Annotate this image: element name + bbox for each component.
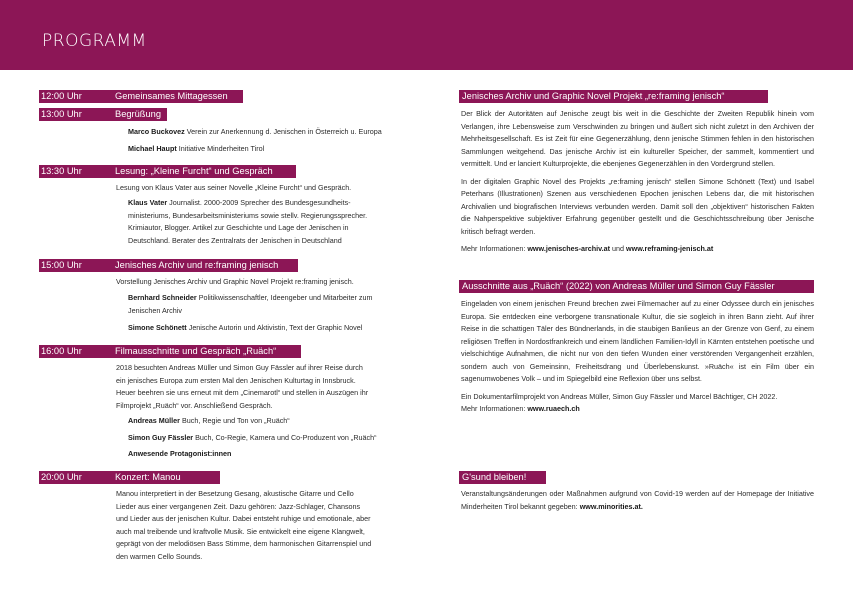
- schedule-time: 13:00 Uhr: [41, 109, 82, 119]
- archive-project-text: Der Blick der Autoritäten auf Jenische zeugt bis weit in die Geschichte der Zweiten Republik hinein vom Verlangen, ihre Lebensweise zum Verschwinden zu bringen und äußert sich nicht zuletzt in den Archiven der Mehrheitsgesellschaft. Es ist Zeit für eine Gegenerzählung, denn jenische Stimmen fehlen in den historischen Sammlungen weitgehend. Das jenische Archiv ist ein kultureller Speicher, der sammelt, kommentiert und vermittelt. Und er lanciert Kulturprojekte, die ebenjenes Gegenerzählen in den Vordergrund stellen. In der digitalen Graphic Novel des Projekts „re:framing jenisch“ stellen Simone Schönett (Text) und Isabel Peterhans (Illustrationen) Szenen aus verschiedenen Epochen jenischen Lebens dar, die mit historischen Archivalien und biografischen Interviews verbunden werden. Damit soll den „objektiven“ historischen Fakten die Nahperspektive subjektiver Erfahrung gegenüber gestellt und die Geschichtsschreibung über Jenische kritisch befragt werden. Mehr Informationen: www.jenisches-archiv.at und www.reframing-jenisch.at: [461, 108, 814, 261]
- schedule-title: Konzert: Manou: [115, 472, 181, 482]
- schedule-title: Lesung: „Kleine Furcht“ und Gespräch: [115, 166, 273, 176]
- speaker-role: Verein zur Anerkennung d. Jenischen in Österreich u. Europa: [186, 127, 382, 136]
- schedule-title: Jenisches Archiv und re:framing jenisch: [115, 260, 279, 270]
- speaker-name: Andreas Müller: [128, 416, 180, 425]
- speaker-name: Marco Buckovez: [128, 127, 185, 136]
- schedule-title: Gemeinsames Mittagessen: [115, 91, 228, 101]
- minorities-website-link[interactable]: www.minorities.at.: [579, 501, 643, 511]
- schedule-bar-film: [39, 345, 301, 358]
- film-excerpts-text: Eingeladen von einem jenischen Freund brechen zwei Filmemacher auf zu einer Odyssee durch ein jenisches Europa. Sie entdecken eine verborgene transnationale Kultur, die sie sogleich in ihren Bann zieht. Auf ihrer Reise in die schattigen Täler des Bündnerlands, in die staubigen Banlieus an der Grenze von Genf, zu einem religiösen Treffen in Nordostfrankreich und einem ländlichen Familien-Idyll in Kärnten entstehen poetische und vielschichtige Aufnahmen, die nicht nur von den tiefen Wunden einer verstörenden Vergangenheit erzählen, sondern auch von Gemeinsinn, Freiheitsdrang und Überlebenskunst. »Ruäch« ist ein Film über ein sagenumwobenes Volk – und im Spiegelbild eine Reflexion über uns selbst. Ein Dokumentarfilmprojekt von Andreas Müller, Simon Guy Fässler und Marcel Bächtiger, CH 2022. Mehr Informationen: www.ruaech.ch: [461, 298, 814, 416]
- section-bar-archive-project: [459, 90, 768, 103]
- schedule-time: 13:30 Uhr: [41, 166, 82, 176]
- page-title: PROGRAMM: [42, 31, 147, 51]
- schedule-title: Filmausschnitte und Gespräch „Ruäch“: [115, 346, 277, 356]
- schedule-bar-archive: [39, 259, 298, 272]
- reading-speaker: Klaus Vater Journalist. 2000-2009 Sprecher des Bundesgesundheits- ministeriums, Bundesarbeitsministeriums sowie stellv. Regierungssprecher. Krimiautor, Blogger. Artikel zur Geschichte und Lage der Jenischen in Deutschland. Berater des Zentralrats der Jenischen in Deutschland: [128, 198, 368, 245]
- section-bar-notice: [459, 471, 546, 484]
- film-description: 2018 besuchten Andreas Müller und Simon Guy Fässler auf ihrer Reise durch ein jenisches Europa zum ersten Mal den Jenischen Kulturtag in Innsbruck. Heuer beehren sie uns erneut mit dem „Cinemarotl“ und stellen in Auszügen ihr Filmprojekt „Ruäch“ vor. Anschließend Gespräch.: [116, 363, 369, 410]
- reading-intro: Lesung von Klaus Vater aus seiner Novelle „Kleine Furcht“ und Gespräch.: [116, 183, 352, 192]
- archive-intro: Vorstellung Jenisches Archiv und Graphic Novel Projekt re:framing jenisch.: [116, 277, 354, 286]
- schedule-bar-welcome: [39, 108, 167, 121]
- concert-description: Manou interpretiert in der Besetzung Gesang, akustische Gitarre und Cello Lieder aus einer vergangenen Zeit. Dazu gehören: Jazz-Schlager, Chansons und Lieder aus der jenischen Kultur. Dabei entsteht ruhige und emotionale, aber auch mal treibende und kraftvolle Musik. Sie entwickelt eine eigene Klangwelt, geprägt von der melodiösen Bass Stimme, dem harmonischen Gitarrenspiel und den warmen Cello Sounds.: [116, 489, 372, 561]
- schedule-time: 15:00 Uhr: [41, 260, 82, 270]
- speaker-name: Anwesende Protagonist:innen: [128, 449, 232, 458]
- header-banner: [0, 0, 853, 70]
- film-speakers: Andreas Müller Buch, Regie und Ton von „Ruäch“ Simon Guy Fässler Buch, Co-Regie, Kamera und Co-Produzent von „Ruäch“ Anwesende Protagonist:innen: [128, 416, 377, 458]
- speaker-name: Simone Schönett: [128, 323, 187, 332]
- schedule-bar-concert: [39, 471, 220, 484]
- section-title: Ausschnitte aus „Ruäch“ (2022) von Andreas Müller und Simon Guy Fässler: [462, 281, 775, 291]
- schedule-title: Begrüßung: [115, 109, 161, 119]
- section-title: G'sund bleiben!: [462, 472, 527, 482]
- schedule-time: 16:00 Uhr: [41, 346, 82, 356]
- archive-more-info: Mehr Informationen: www.jenisches-archiv.at und www.reframing-jenisch.at: [461, 244, 714, 253]
- section-title: Jenisches Archiv und Graphic Novel Projekt „re:framing jenisch“: [462, 91, 725, 101]
- schedule-bar-lunch: [39, 90, 243, 103]
- speaker-role: Initiative Minderheiten Tirol: [178, 143, 265, 153]
- archive-speakers: Bernhard Schneider Politikwissenschaftler, Ideengeber und Mitarbeiter zum Jenischen Archiv Simone Schönett Jenische Autorin und Aktivistin, Text der Graphic Novel: [128, 293, 373, 332]
- section-bar-film-excerpts: [459, 280, 814, 293]
- film-more-info: Mehr Informationen: www.ruaech.ch: [461, 404, 580, 413]
- speaker-name: Bernhard Schneider: [128, 293, 197, 302]
- reading-description: [116, 182, 416, 195]
- schedule-time: 20:00 Uhr: [41, 472, 82, 482]
- speaker-name: Klaus Vater: [128, 198, 168, 207]
- speaker-name: Simon Guy Fässler: [128, 432, 194, 442]
- covid-notice-text: Veranstaltungsänderungen oder Maßnahmen aufgrund von Covid-19 werden auf der Homepage der Initiative Minderheiten Tirol bekannt gegeben: www.minorities.at.: [461, 489, 814, 511]
- welcome-speakers: [128, 126, 418, 155]
- schedule-bar-reading: [39, 165, 296, 178]
- ruaech-website-link[interactable]: www.ruaech.ch: [527, 404, 580, 413]
- reframing-website-link[interactable]: www.reframing-jenisch.at: [626, 244, 714, 253]
- speaker-name: Michael Haupt: [128, 143, 177, 153]
- schedule-time: 12:00 Uhr: [41, 91, 82, 101]
- archive-website-link[interactable]: www.jenisches-archiv.at: [527, 244, 611, 253]
